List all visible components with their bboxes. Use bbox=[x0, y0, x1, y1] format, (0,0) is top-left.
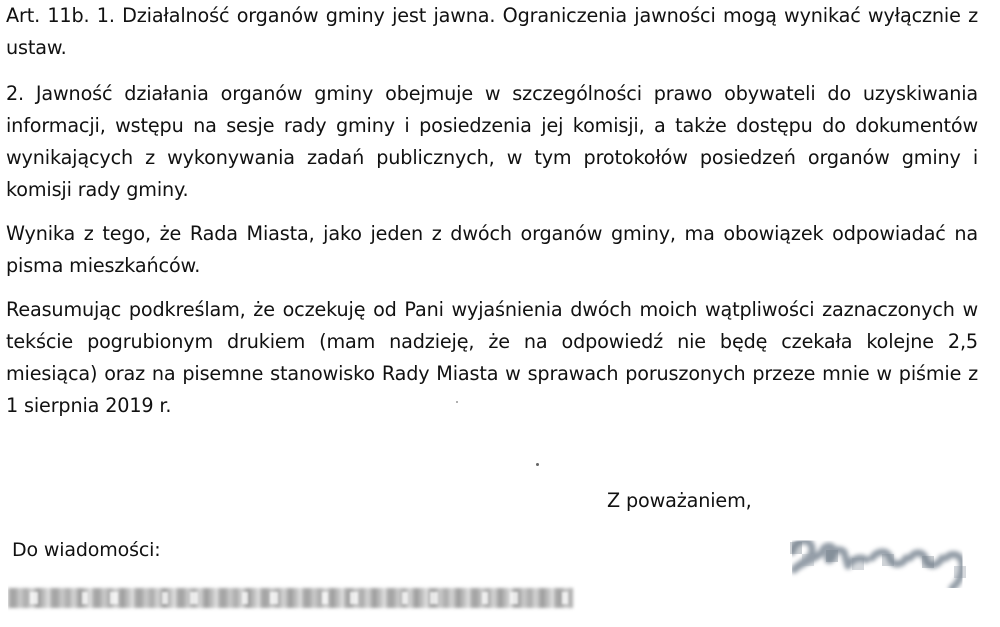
scan-speck bbox=[536, 463, 539, 466]
redacted-recipient bbox=[8, 578, 578, 612]
pixelated-signature bbox=[782, 522, 984, 594]
paragraph-wynika: Wynika z tego, że Rada Miasta, jako jeden z dwóch organów gminy, ma obowiązek odpowiadać na pisma mieszkańców. bbox=[6, 222, 978, 277]
paragraph-jawnosc: 2. Jawność działania organów gminy obejmuje w szczególności prawo obywateli do uzyskiwania informacji, wstępu na sesje rady gminy i posiedzenia jej komisji, a także dostępu do dokumentów wynikających z wykonywania zadań publicznych, w tym protokołów posiedzeń organów gminy i komisji rady gminy. bbox=[6, 82, 978, 201]
redaction-mosaic-gaps bbox=[8, 592, 573, 604]
cc-label: Do wiadomości: bbox=[12, 539, 161, 561]
closing-salutation: Z poważaniem, bbox=[607, 489, 752, 512]
paragraph-reasumujac: Reasumując podkreślam, że oczekuję od Pani wyjaśnienia dwóch moich wątpliwości zaznaczonych w tekście pogrubionym drukiem (mam nadzieję, że na odpowiedź nie będę czekała kolejne 2,5 miesiąca) oraz na pisemne stanowisko Rady Miasta w sprawach poruszonych przeze mnie w piśmie z 1 sierpnia 2019 r. bbox=[6, 298, 978, 417]
paragraph-art-11b: Art. 11b. 1. Działalność organów gminy jest jawna. Ograniczenia jawności mogą wynikać wyłącznie z ustaw. bbox=[6, 4, 978, 59]
scan-speck bbox=[456, 401, 458, 403]
